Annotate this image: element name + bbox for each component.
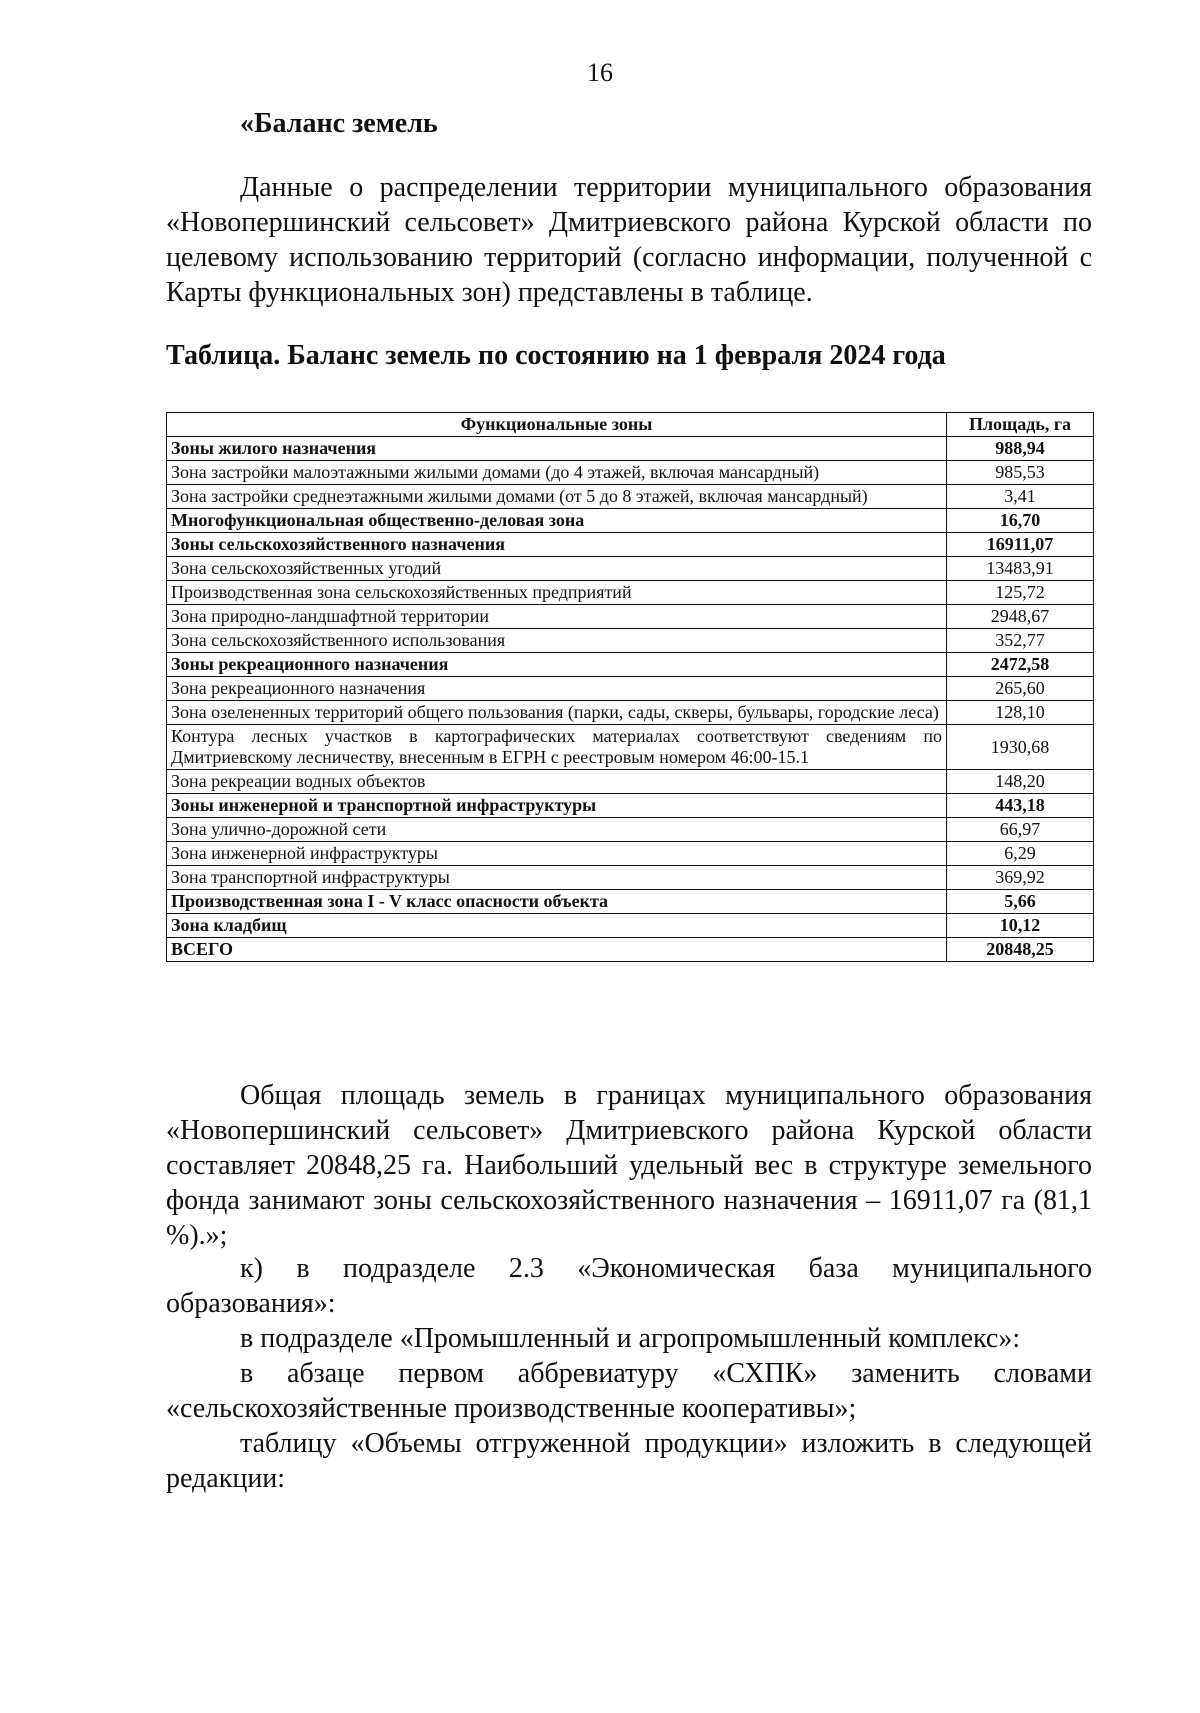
table-row — [167, 533, 1094, 557]
zone-name-cell: Многофункциональная общественно-деловая зона — [167, 509, 947, 533]
zone-name-cell: Зона инженерной инфраструктуры — [167, 842, 947, 866]
table-row — [167, 725, 1094, 770]
zone-area-cell: 369,92 — [947, 866, 1094, 890]
table-body — [167, 437, 1094, 962]
table-row — [167, 938, 1094, 962]
table-row — [167, 581, 1094, 605]
zone-name-cell: Зона застройки малоэтажными жилыми домами (до 4 этажей, включая мансардный) — [167, 461, 947, 485]
zone-name-cell: Зона транспортной инфраструктуры — [167, 866, 947, 890]
zone-area-cell: 148,20 — [947, 770, 1094, 794]
table-row — [167, 653, 1094, 677]
table-row — [167, 485, 1094, 509]
zone-name-cell: Зона сельскохозяйственного использования — [167, 629, 947, 653]
first-paragraph-change: в абзаце первом аббревиатуру «СХПК» заменить словами «сельскохозяйственные производственные кооперативы»; — [166, 1358, 1092, 1424]
zone-area-cell: 265,60 — [947, 677, 1094, 701]
zone-name-cell: Производственная зона I - V класс опасности объекта — [167, 890, 947, 914]
item-k-paragraph: к) в подразделе 2.3 «Экономическая база муниципального образования»: — [166, 1253, 1092, 1319]
zone-area-cell: 20848,25 — [947, 938, 1094, 962]
zone-area-cell: 988,94 — [947, 437, 1094, 461]
table-row — [167, 794, 1094, 818]
zone-area-cell: 125,72 — [947, 581, 1094, 605]
intro-paragraph: Данные о распределении территории муниципального образования «Новопершинский сельсовет» Дмитриевского района Курской области по целевому использованию территорий (согласно информации, полученной с Карты функциональных зон) представлены в таблице. — [166, 172, 1092, 308]
zone-name-cell: Зоны жилого назначения — [167, 437, 947, 461]
zone-name-cell: Зона рекреационного назначения — [167, 677, 947, 701]
zone-name-cell: Зоны сельскохозяйственного назначения — [167, 533, 947, 557]
zone-area-cell: 128,10 — [947, 701, 1094, 725]
summary-paragraph: Общая площадь земель в границах муниципального образования «Новопершинский сельсовет» Дмитриевского района Курской области составляет 20848,25 га. Наибольший удельный вес в структуре земельного фонда занимают зоны сельскохозяйственного назначения – 16911,07 га (81,1 %).»; — [166, 1080, 1092, 1251]
zone-area-cell: 10,12 — [947, 914, 1094, 938]
table-row — [167, 701, 1094, 725]
zone-name-cell: Зона улично-дорожной сети — [167, 818, 947, 842]
table-row — [167, 605, 1094, 629]
section-heading: «Баланс земель — [240, 108, 438, 139]
page-number: 16 — [587, 58, 613, 87]
table-row — [167, 842, 1094, 866]
zone-name-cell: Зона озелененных территорий общего пользования (парки, сады, скверы, бульвары, городские леса) — [167, 701, 947, 725]
zone-area-cell: 3,41 — [947, 485, 1094, 509]
table-row — [167, 557, 1094, 581]
zone-area-cell: 443,18 — [947, 794, 1094, 818]
table-header-row — [167, 413, 1094, 437]
zone-area-cell: 5,66 — [947, 890, 1094, 914]
zone-name-cell: Зона природно-ландшафтной территории — [167, 605, 947, 629]
header-area: Площадь, га — [947, 413, 1094, 437]
zone-name-cell: Производственная зона сельскохозяйственных предприятий — [167, 581, 947, 605]
zone-area-cell: 66,97 — [947, 818, 1094, 842]
zone-name-cell: Зона кладбищ — [167, 914, 947, 938]
zone-area-cell: 985,53 — [947, 461, 1094, 485]
table-row — [167, 866, 1094, 890]
table-caption: Таблица. Баланс земель по состоянию на 1 февраля 2024 года — [166, 340, 946, 371]
zone-name-cell: Зона застройки среднеэтажными жилыми домами (от 5 до 8 этажей, включая мансардный) — [167, 485, 947, 509]
table-row — [167, 914, 1094, 938]
zone-area-cell: 6,29 — [947, 842, 1094, 866]
subsection-paragraph: в подразделе «Промышленный и агропромышленный комплекс»: — [240, 1323, 1021, 1354]
zone-name-cell: Зона рекреации водных объектов — [167, 770, 947, 794]
table-row — [167, 509, 1094, 533]
zone-area-cell: 16,70 — [947, 509, 1094, 533]
zone-area-cell: 16911,07 — [947, 533, 1094, 557]
zone-name-cell: Контура лесных участков в картографических материалах соответствуют сведениям по Дмитриевскому лесничеству, внесенным в ЕГРН с реестровым номером 46:00-15.1 — [167, 725, 947, 770]
table-row — [167, 437, 1094, 461]
zone-area-cell: 2948,67 — [947, 605, 1094, 629]
table-row — [167, 890, 1094, 914]
table-row — [167, 677, 1094, 701]
table-row — [167, 818, 1094, 842]
zone-area-cell: 352,77 — [947, 629, 1094, 653]
zone-name-cell: Зоны рекреационного назначения — [167, 653, 947, 677]
zone-area-cell: 13483,91 — [947, 557, 1094, 581]
zone-area-cell: 1930,68 — [947, 725, 1094, 770]
table-row — [167, 629, 1094, 653]
zone-name-cell: Зона сельскохозяйственных угодий — [167, 557, 947, 581]
zone-area-cell: 2472,58 — [947, 653, 1094, 677]
table-statement-paragraph: таблицу «Объемы отгруженной продукции» изложить в следующей редакции: — [166, 1428, 1092, 1494]
zone-name-cell: Зоны инженерной и транспортной инфраструктуры — [167, 794, 947, 818]
zone-name-cell: ВСЕГО — [167, 938, 947, 962]
header-zones: Функциональные зоны — [167, 413, 947, 437]
table-row — [167, 461, 1094, 485]
land-balance-table — [166, 412, 1094, 962]
table-row — [167, 770, 1094, 794]
